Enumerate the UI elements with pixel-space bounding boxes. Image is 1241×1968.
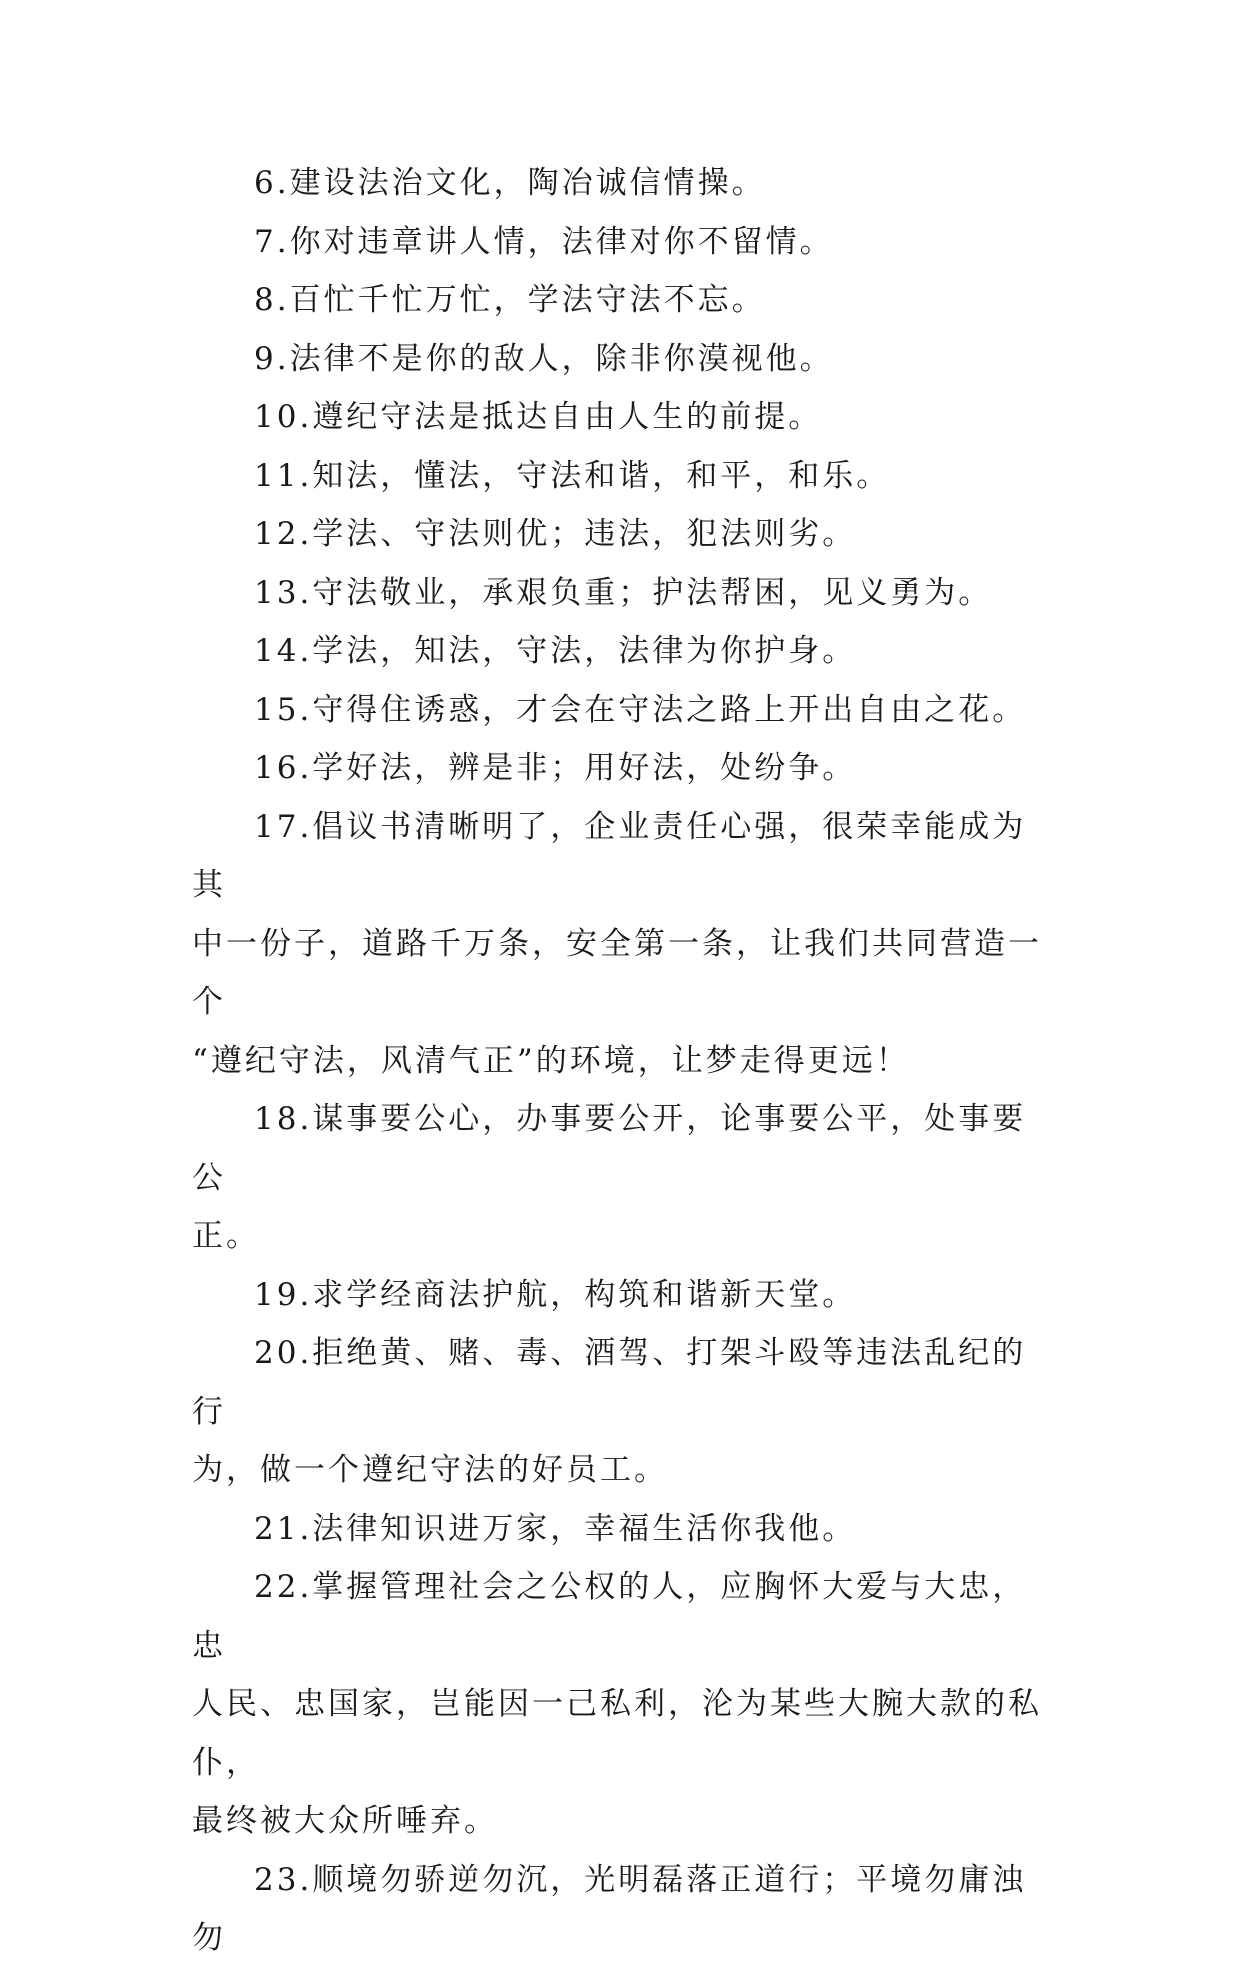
text-line: 10.遵纪守法是抵达自由人生的前提。 <box>254 399 823 435</box>
text-line: 18.谋事要公心，办事要公开，论事要公平，处事要公 <box>192 1101 1027 1196</box>
text-line: “遵纪守法，风清气正”的环境，让梦走得更远！ <box>192 1042 910 1079</box>
text-line: 为，做一个遵纪守法的好员工。 <box>192 1452 668 1488</box>
text-line: 16.学好法，辨是非；用好法，处纷争。 <box>254 750 857 786</box>
text-line: 21.法律知识进万家，幸福生活你我他。 <box>254 1510 857 1547</box>
text-line: 中一份子，道路千万条，安全第一条，让我们共同营造一个 <box>192 925 1042 1020</box>
text-line: 12.学法、守法则优；违法，犯法则劣。 <box>254 516 857 552</box>
text-line: 6.建设法治文化，陶冶诚信情操。 <box>254 165 766 201</box>
document-body <box>192 154 1052 1968</box>
text-line: 17.倡议书清晰明了，企业责任心强，很荣幸能成为其 <box>192 808 1027 903</box>
text-line: 15.守得住诱惑，才会在守法之路上开出自由之花。 <box>254 691 1027 728</box>
text-line: 19.求学经商法护航，构筑和谐新天堂。 <box>254 1276 857 1313</box>
text-line: 9.法律不是你的敌人，除非你漠视他。 <box>254 340 834 377</box>
text-line: 22.掌握管理社会之公权的人，应胸怀大爱与大忠，忠 <box>192 1569 1027 1664</box>
text-line: 13.守法敬业，承艰负重；护法帮困，见义勇为。 <box>254 574 993 611</box>
text-line: 正。 <box>192 1218 260 1254</box>
text-line: 11.知法，懂法，守法和谐，和平，和乐。 <box>254 457 891 494</box>
text-line: 23.顺境勿骄逆勿沉，光明磊落正道行；平境勿庸浊勿 <box>192 1861 1027 1956</box>
text-line: 最终被大众所唾弃。 <box>192 1803 498 1839</box>
text-line: 8.百忙千忙万忙，学法守法不忘。 <box>254 282 766 318</box>
text-line: 7.你对违章讲人情，法律对你不留情。 <box>254 223 834 260</box>
text-line: 20.拒绝黄、赌、毒、酒驾、打架斗殴等违法乱纪的行 <box>192 1335 1027 1430</box>
text-line: 人民、忠国家，岂能因一己私利，沦为某些大腕大款的私仆， <box>192 1686 1042 1781</box>
text-line: 14.学法，知法，守法，法律为你护身。 <box>254 633 857 669</box>
